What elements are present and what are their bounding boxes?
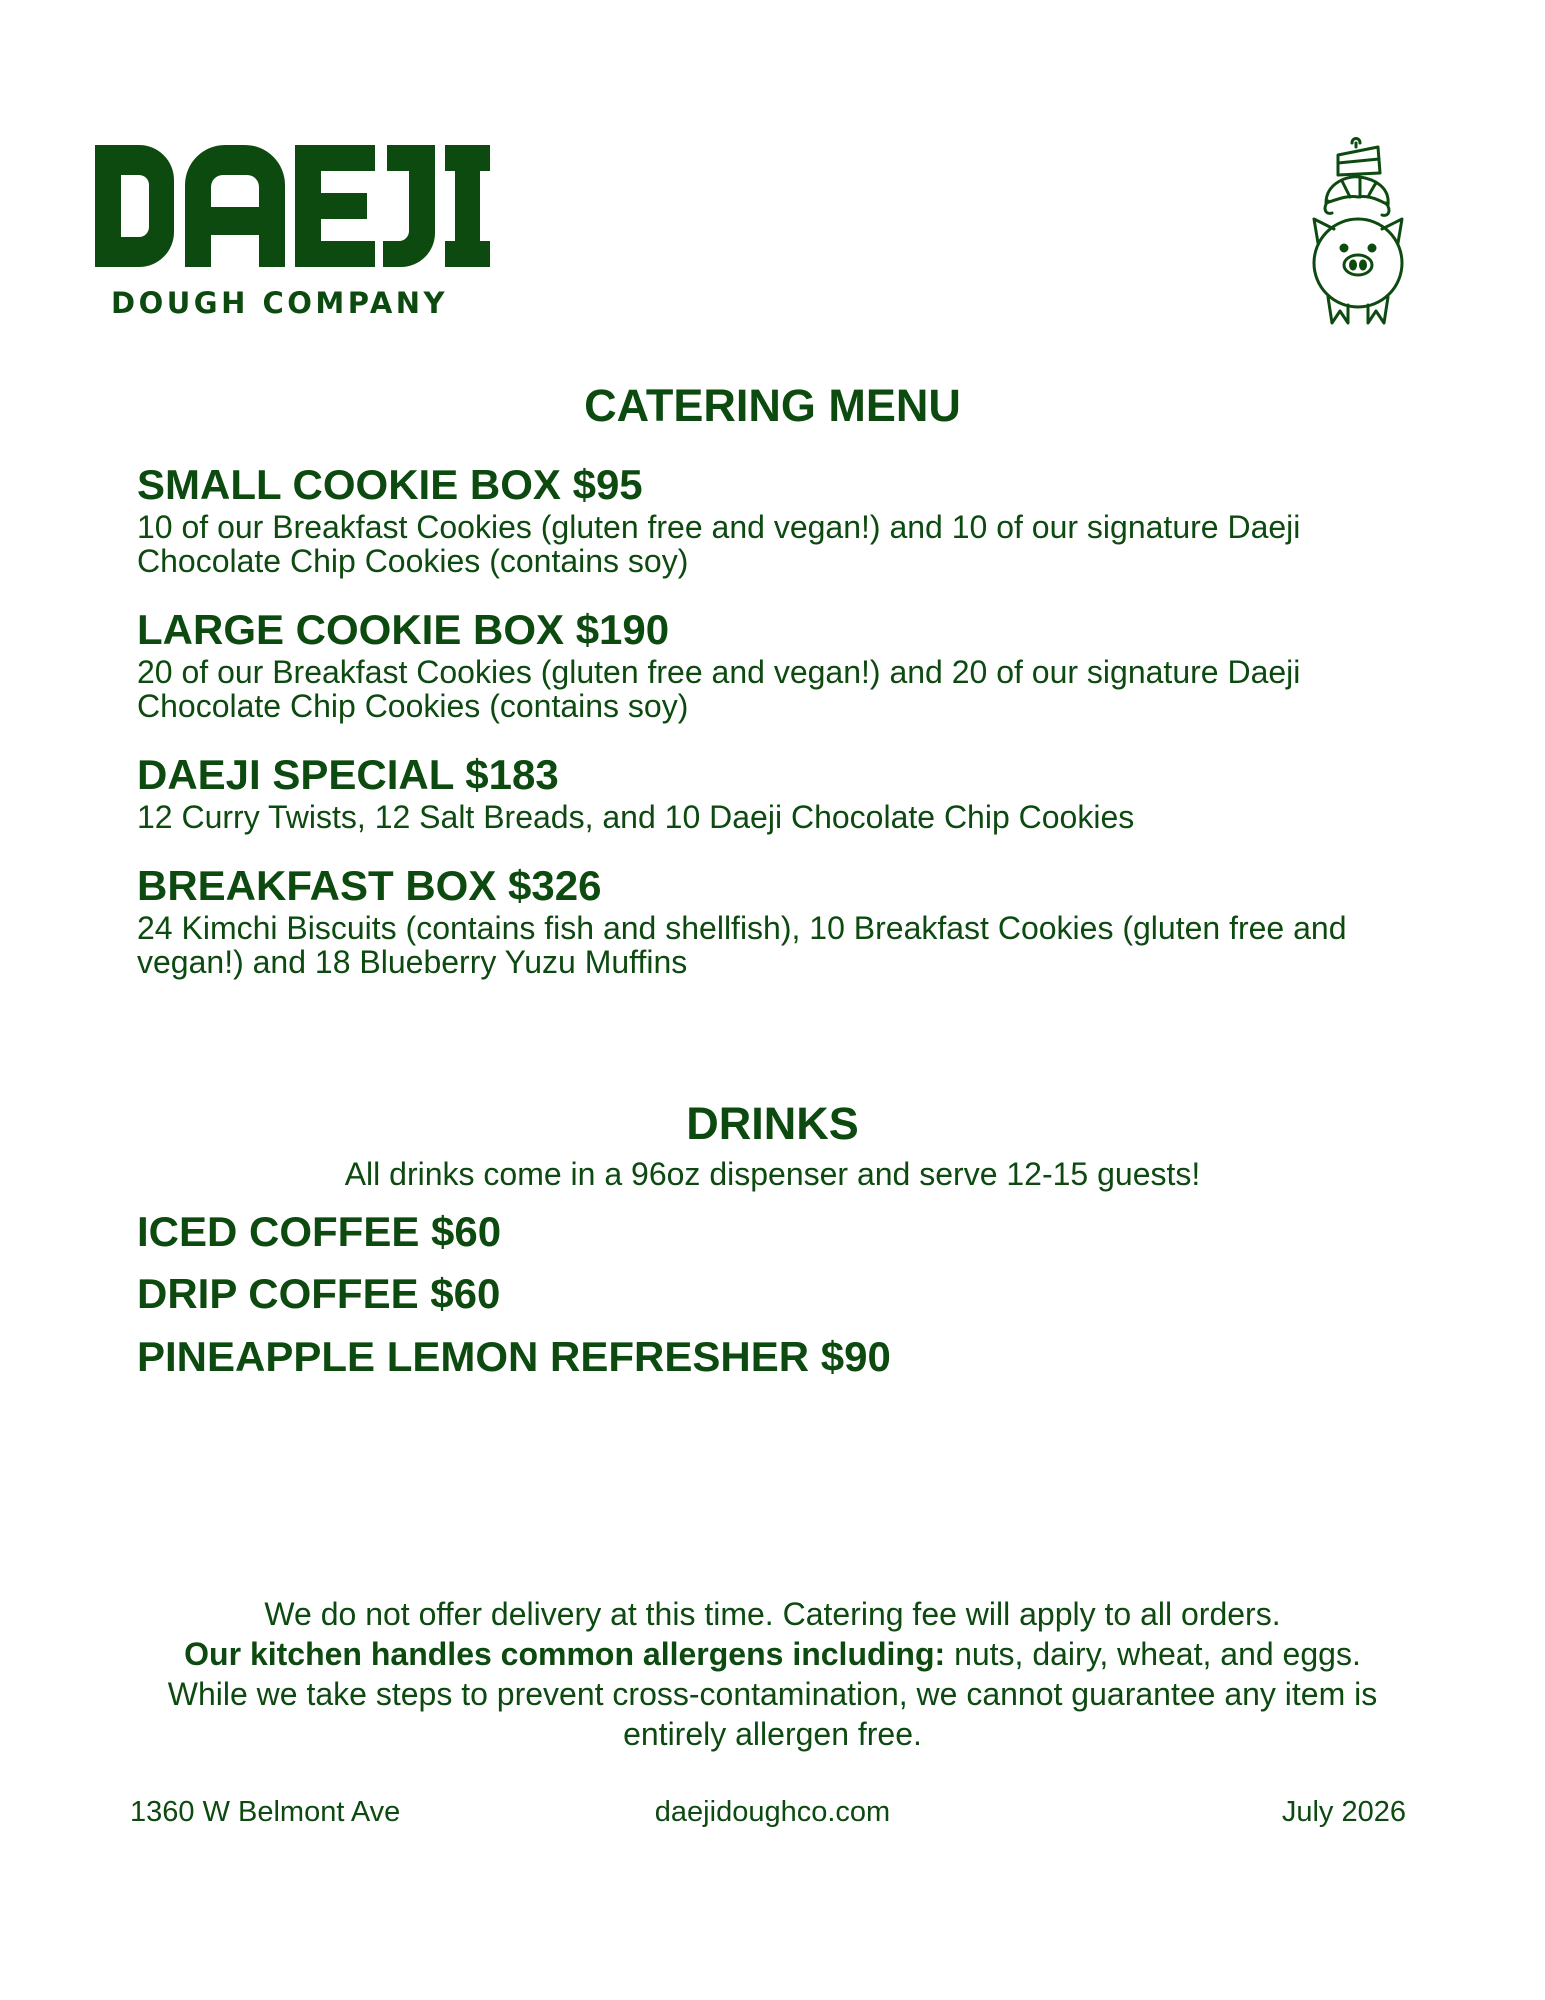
menu-item (137, 752, 1437, 834)
allergen-label: Our kitchen handles common allergens including: (184, 1636, 946, 1672)
menu-item-title: DAEJI SPECIAL $183 (137, 751, 559, 798)
menu-item (137, 607, 1437, 723)
notes-block (120, 1594, 1425, 1754)
footer-website[interactable]: daejidoughco.com (654, 1796, 891, 1828)
menu-item-description: 10 of our Breakfast Cookies (gluten free and vegan!) and 10 of our signature Daeji Chocolate Chip Cookies (contains soy) (137, 509, 1301, 579)
catering-menu-title: CATERING MENU (584, 380, 961, 431)
brand-logo (95, 145, 490, 267)
drink-item: PINEAPPLE LEMON REFRESHER $90 (137, 1333, 891, 1380)
menu-item-title: BREAKFAST BOX $326 (137, 862, 602, 909)
menu-item-title: SMALL COOKIE BOX $95 (137, 461, 643, 508)
drinks-subtitle: All drinks come in a 96oz dispenser and serve 12-15 guests! (344, 1156, 1201, 1192)
allergen-note (120, 1634, 1425, 1674)
footer-address: 1360 W Belmont Ave (130, 1796, 401, 1828)
drink-item: DRIP COFFEE $60 (137, 1270, 501, 1317)
menu-item-description: 12 Curry Twists, 12 Salt Breads, and 10 Daeji Chocolate Chip Cookies (137, 799, 1135, 835)
delivery-note: We do not offer delivery at this time. Catering fee will apply to all orders. (264, 1596, 1281, 1632)
menu-item (137, 462, 1437, 578)
menu-item-title: LARGE COOKIE BOX $190 (137, 606, 670, 653)
pig-with-croissant-and-cake-icon (1308, 133, 1408, 338)
drink-item: ICED COFFEE $60 (137, 1208, 502, 1255)
allergen-list: nuts, dairy, wheat, and eggs. (945, 1636, 1361, 1672)
drinks-title: DRINKS (686, 1098, 859, 1149)
allergen-disclaimer: While we take steps to prevent cross-contamination, we cannot guarantee any item is entirely allergen free. (167, 1676, 1378, 1752)
menu-item-description: 20 of our Breakfast Cookies (gluten free and vegan!) and 20 of our signature Daeji Chocolate Chip Cookies (contains soy) (137, 654, 1301, 724)
footer-date: July 2026 (1281, 1796, 1406, 1828)
menu-item (137, 863, 1437, 979)
brand-subtitle: DOUGH COMPANY (111, 286, 449, 320)
daeji-wordmark (95, 145, 490, 267)
menu-item-description: 24 Kimchi Biscuits (contains fish and shellfish), 10 Breakfast Cookies (gluten free and vegan!) and 18 Blueberry Yuzu Muffins (137, 910, 1347, 980)
